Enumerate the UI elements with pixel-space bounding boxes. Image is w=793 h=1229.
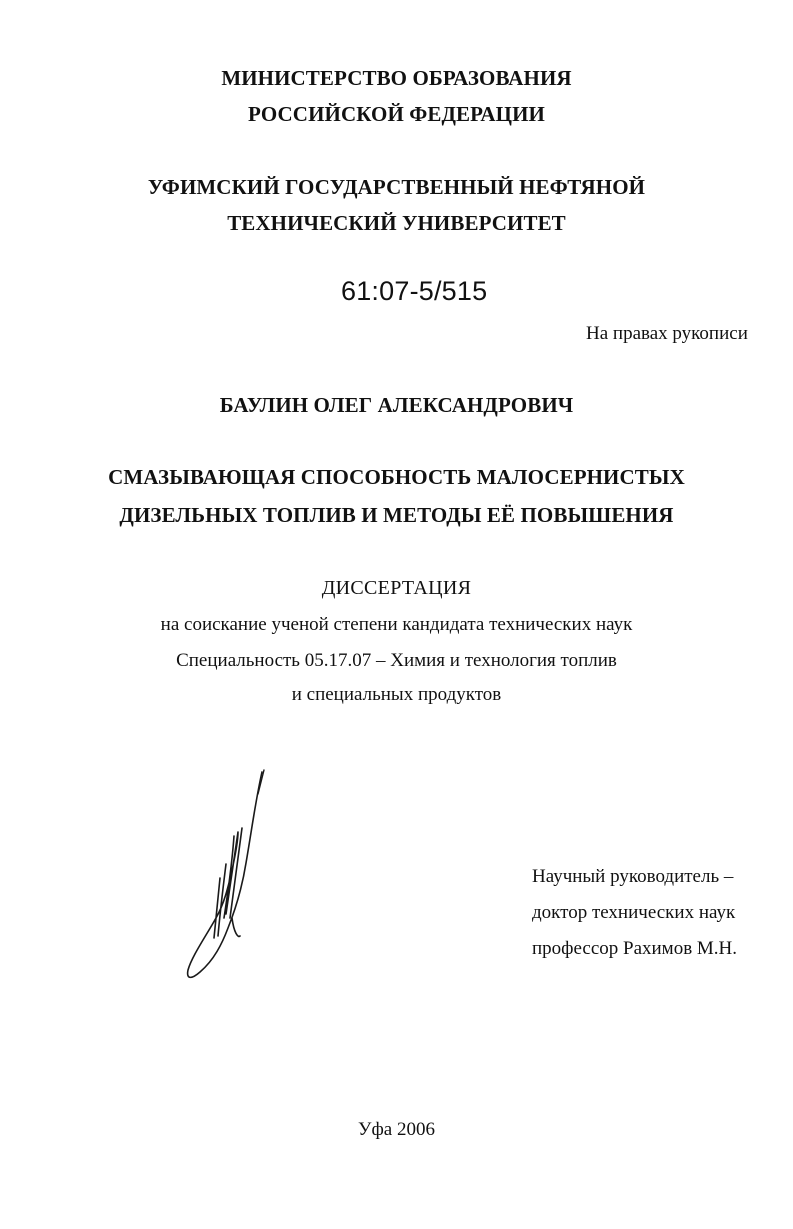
- degree-line-2: Специальность 05.17.07 – Химия и технология топлив: [176, 650, 617, 671]
- signature-image: [176, 768, 276, 986]
- university-line-1: УФИМСКИЙ ГОСУДАРСТВЕННЫЙ НЕФТЯНОЙ: [147, 175, 646, 199]
- dissertation-title-line-2: ДИЗЕЛЬНЫХ ТОПЛИВ И МЕТОДЫ ЕЁ ПОВЫШЕНИЯ: [119, 503, 674, 527]
- document-type: ДИССЕРТАЦИЯ: [321, 577, 472, 599]
- university-line-2: ТЕХНИЧЕСКИЙ УНИВЕРСИТЕТ: [227, 211, 566, 235]
- advisor-line-1: Научный руководитель –: [532, 866, 734, 887]
- degree-line-1: на соискание ученой степени кандидата технических наук: [160, 614, 633, 635]
- catalog-code: 61:07-5/515: [341, 276, 488, 306]
- ministry-line-1: МИНИСТЕРСТВО ОБРАЗОВАНИЯ: [221, 66, 572, 90]
- advisor-line-2: доктор технических наук: [532, 902, 736, 923]
- dissertation-title-line-1: СМАЗЫВАЮЩАЯ СПОСОБНОСТЬ МАЛОСЕРНИСТЫХ: [108, 465, 685, 489]
- manuscript-note: На правах рукописи: [586, 323, 748, 344]
- ministry-line-2: РОССИЙСКОЙ ФЕДЕРАЦИИ: [248, 102, 545, 126]
- city-year: Уфа 2006: [358, 1119, 435, 1140]
- advisor-line-3: профессор Рахимов М.Н.: [532, 938, 738, 959]
- author-name: БАУЛИН ОЛЕГ АЛЕКСАНДРОВИЧ: [219, 393, 574, 417]
- degree-line-3: и специальных продуктов: [291, 684, 502, 705]
